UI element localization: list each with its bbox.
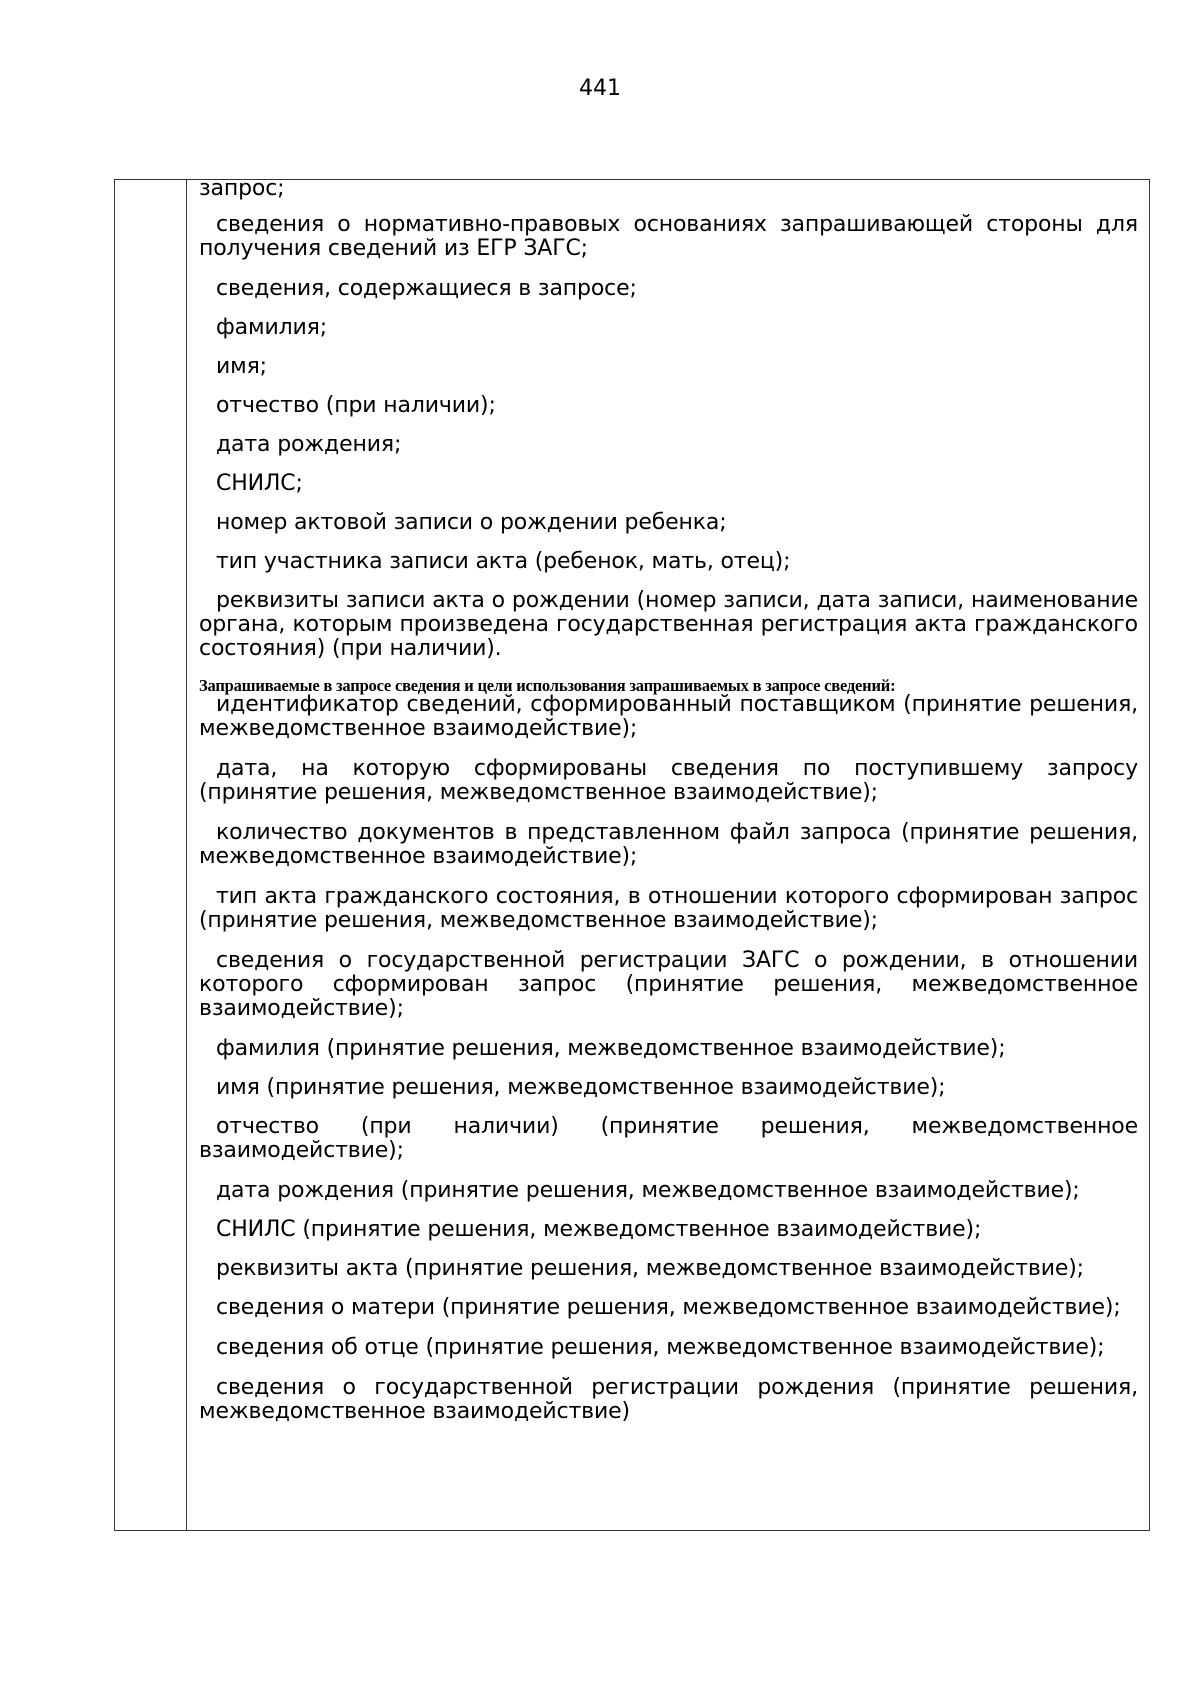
- list-item: сведения, содержащиеся в запросе;: [216, 276, 637, 301]
- document-table: [114, 176, 1150, 1531]
- list-item: имя;: [216, 354, 267, 379]
- list-item: фамилия (принятие решения, межведомственное взаимодействие);: [216, 1036, 1006, 1061]
- table-content-cell: [187, 176, 1149, 1440]
- list-item: СНИЛС (принятие решения, межведомственное взаимодействие);: [216, 1217, 982, 1242]
- list-item: сведения о нормативно-правовых основаниях запрашивающей стороны для получения сведений из ЕГР ЗАГС;: [199, 212, 1138, 261]
- list-item: тип участника записи акта (ребенок, мать, отец);: [216, 549, 791, 574]
- list-item: имя (принятие решения, межведомственное взаимодействие);: [216, 1075, 946, 1100]
- list-item: дата, на которую сформированы сведения по поступившему запросу (принятие решения, межведомственное взаимодействие);: [199, 756, 1138, 805]
- list-item: дата рождения (принятие решения, межведомственное взаимодействие);: [216, 1178, 1080, 1203]
- list-item: сведения о матери (принятие решения, межведомственное взаимодействие);: [216, 1295, 1121, 1320]
- list-item: запрос;: [199, 176, 285, 201]
- table-left-cell: [115, 180, 187, 1530]
- list-item: тип акта гражданского состояния, в отношении которого сформирован запрос (принятие решения, межведомственное взаимодействие);: [199, 884, 1138, 933]
- list-item: реквизиты записи акта о рождении (номер записи, дата записи, наименование органа, которым произведена государственная регистрация акта гражданского состояния) (при наличии).: [199, 588, 1138, 661]
- list-item: отчество (при наличии);: [216, 393, 496, 418]
- list-item: сведения о государственной регистрации ЗАГС о рождении, в отношении которого сформирован запрос (принятие решения, межведомственное взаимодействие);: [199, 948, 1138, 1021]
- page-number: 441: [579, 76, 621, 101]
- list-item: СНИЛС;: [216, 471, 303, 496]
- list-item: фамилия;: [216, 315, 327, 340]
- list-item: количество документов в представленном файл запроса (принятие решения, межведомственное взаимодействие);: [199, 820, 1138, 869]
- list-item: дата рождения;: [216, 432, 402, 457]
- section-heading: Запрашиваемые в запросе сведения и цели использования запрашиваемых в запросе сведений:: [199, 676, 896, 695]
- list-item: номер актовой записи о рождении ребенка;: [216, 510, 727, 535]
- list-item: идентификатор сведений, сформированный поставщиком (принятие решения, межведомственное взаимодействие);: [199, 692, 1138, 741]
- list-item: сведения об отце (принятие решения, межведомственное взаимодействие);: [216, 1335, 1105, 1360]
- list-item: реквизиты акта (принятие решения, межведомственное взаимодействие);: [216, 1256, 1084, 1281]
- list-item: отчество (при наличии) (принятие решения, межведомственное взаимодействие);: [199, 1114, 1138, 1163]
- list-item: сведения о государственной регистрации рождения (принятие решения, межведомственное взаимодействие): [199, 1375, 1138, 1424]
